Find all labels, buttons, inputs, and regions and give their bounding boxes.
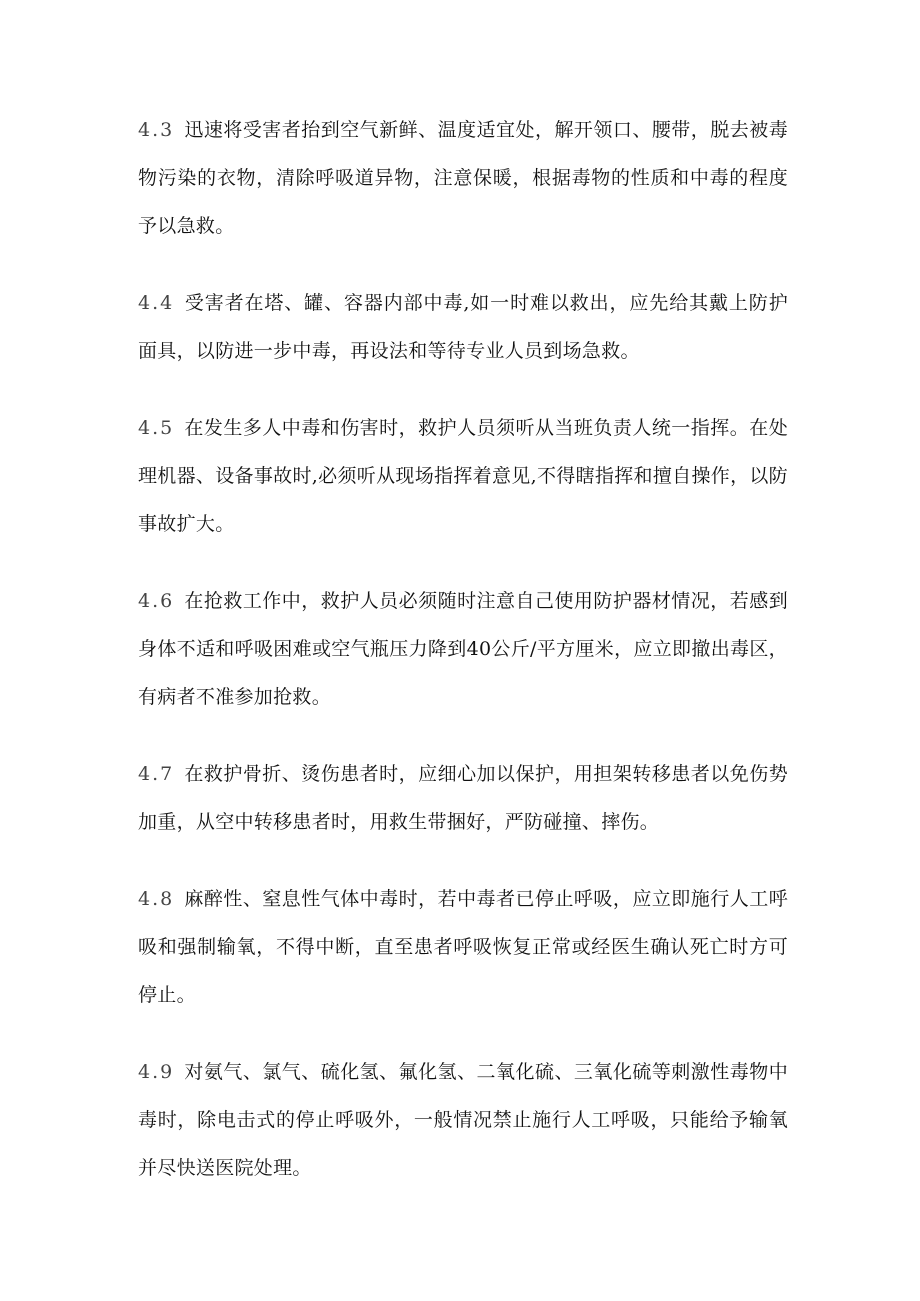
paragraph-4-3 — [138, 106, 788, 250]
paragraph-text: 在抢救工作中，救护人员必须随时注意自己使用防护器材情况，若感到身体不适和呼吸困难或空气瓶压力降到40公斤/平方厘米，应立即撤出毒区，有病者不准参加抢救。 — [138, 590, 788, 708]
paragraph-4-8 — [138, 875, 788, 1019]
paragraph-4-5 — [138, 404, 788, 548]
section-number: 4.5 — [138, 417, 175, 439]
section-number: 4.9 — [138, 1061, 175, 1083]
paragraph-text: 迅速将受害者抬到空气新鲜、温度适宜处，解开领口、腰带，脱去被毒物污染的衣物，清除呼吸道异物，注意保暖，根据毒物的性质和中毒的程度予以急救。 — [138, 119, 788, 237]
paragraph-text: 麻醉性、窒息性气体中毒时，若中毒者已停止呼吸，应立即施行人工呼吸和强制输氧，不得中断，直至患者呼吸恢复正常或经医生确认死亡时方可停止。 — [138, 888, 788, 1006]
section-number: 4.3 — [138, 119, 175, 141]
section-number: 4.4 — [138, 292, 175, 314]
paragraph-text: 对氨气、氯气、硫化氢、氟化氢、二氧化硫、三氧化硫等刺激性毒物中毒时，除电击式的停止呼吸外，一般情况禁止施行人工呼吸，只能给予输氧并尽快送医院处理。 — [138, 1061, 788, 1179]
section-number: 4.8 — [138, 888, 175, 910]
paragraph-4-7 — [138, 750, 788, 846]
paragraph-4-4 — [138, 279, 788, 375]
paragraph-4-9 — [138, 1048, 788, 1192]
paragraph-4-6 — [138, 577, 788, 721]
document-body — [138, 106, 788, 1221]
paragraph-text: 受害者在塔、罐、容器内部中毒,如一时难以救出，应先给其戴上防护面具，以防进一步中毒，再设法和等待专业人员到场急救。 — [138, 292, 788, 362]
paragraph-text: 在救护骨折、烫伤患者时，应细心加以保护，用担架转移患者以免伤势加重，从空中转移患者时，用救生带捆好，严防碰撞、摔伤。 — [138, 763, 788, 833]
paragraph-text: 在发生多人中毒和伤害时，救护人员须听从当班负责人统一指挥。在处理机器、设备事故时,必须听从现场指挥着意见,不得瞎指挥和擅自操作，以防事故扩大。 — [138, 417, 788, 535]
section-number: 4.7 — [138, 763, 175, 785]
section-number: 4.6 — [138, 590, 175, 612]
